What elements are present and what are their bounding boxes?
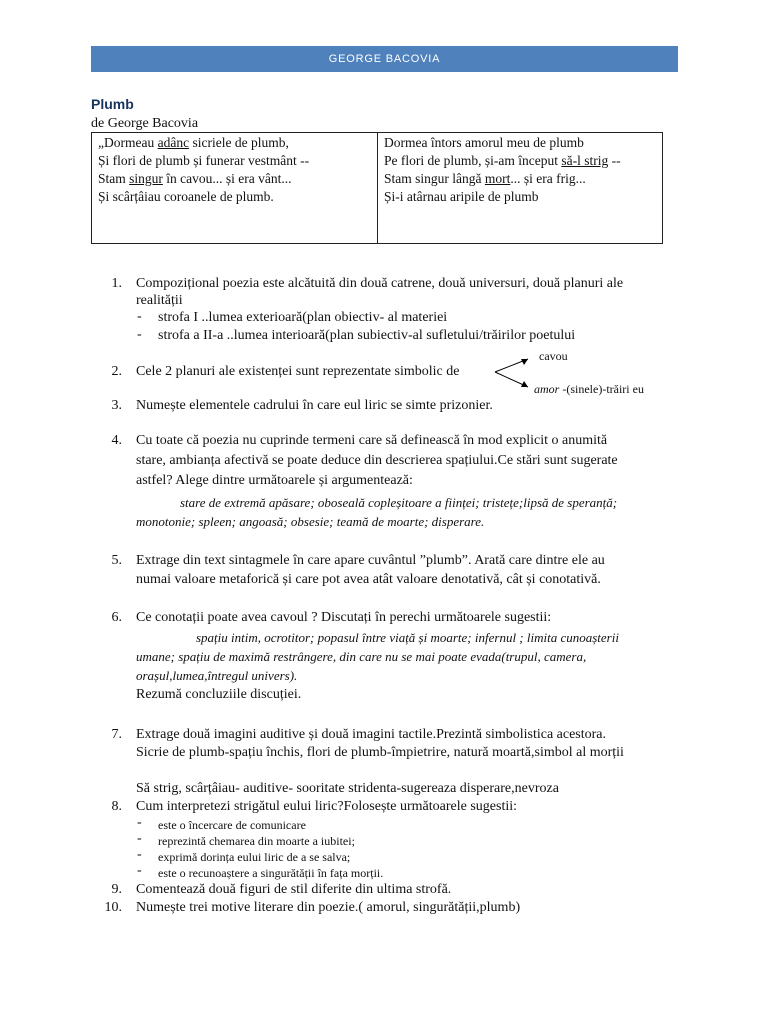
text: sicriele de plumb, [189, 135, 289, 150]
bullet-dash: - [137, 327, 142, 342]
q5-line2: numai valoare metaforică și care pot avea atât valoare denotativă, cât și conotativă. [136, 572, 601, 587]
text: în cavou... și era vânt... [162, 171, 292, 186]
q5-number: 5. [111, 553, 122, 568]
stanza1-line1 [98, 134, 371, 152]
q8-text: Cum interpretezi strigătul eului liric?Folosește următoarele sugestii: [136, 799, 518, 814]
q4-number: 4. [111, 433, 122, 448]
arrows-icon [490, 355, 540, 395]
text: -- [608, 153, 621, 168]
q1-bullet1: strofa I ..lumea exterioară(plan obiectiv- al materiei [158, 310, 448, 325]
q8-bullet3: exprimă dorința eului liric de a se salva; [158, 850, 351, 864]
stanza-2 [377, 133, 662, 243]
poem-author: de George Bacovia [91, 116, 199, 131]
header-bar [91, 46, 678, 72]
bullet-dash: - [137, 831, 142, 846]
q10-text: Numește trei motive literare din poezie.( amorul, singurătății,plumb) [136, 900, 521, 915]
bullet-dash: - [137, 309, 142, 324]
text: Pe flori de plumb, și-am început [384, 153, 562, 168]
q7-line3: Să strig, scârțâiau- auditive- sooritate stridenta-sugereaza disperare,nevroza [136, 781, 559, 796]
stanza2-line2 [384, 152, 656, 170]
text: Stam singur lângă [384, 171, 485, 186]
q6-number: 6. [111, 610, 122, 625]
q9-text: Comentează două figuri de stil diferite din ultima strofă. [136, 882, 452, 897]
q9-number: 9. [111, 882, 122, 897]
q7-line2: Sicrie de plumb-spațiu închis, flori de plumb-împietrire, natură moartă,simbol al morții [136, 745, 624, 760]
bullet-dash: - [137, 815, 142, 830]
q2-text: Cele 2 planuri ale existenței sunt reprezentate simbolic de [136, 364, 460, 379]
header-title: GEORGE BACOVIA [328, 53, 441, 65]
stanza1-line3 [98, 170, 371, 188]
poem-title: Plumb [91, 96, 134, 112]
q6-line4: orașul,lumea,întregul univers). [136, 668, 298, 683]
stanza2-line1: Dormea întors amorul meu de plumb [384, 135, 584, 150]
text: ... și era frig... [510, 171, 586, 186]
q6-line2: spațiu intim, ocrotitor; popasul între viață și moarte; infernul ; limita cunoașterii [196, 630, 619, 645]
underlined-word: să-l strig [561, 153, 609, 168]
bullet-dash: - [137, 863, 142, 878]
amor-word: amor [534, 382, 560, 396]
q1-bullet2: strofa a II-a ..lumea interioară(plan subiectiv-al sufletului/trăirilor poetului [158, 328, 576, 343]
q7-line1: Extrage două imagini auditive și două imagini tactile.Prezintă simbolistica acestora. [136, 727, 607, 742]
q1-line1: Compozițional poezia este alcătuită din două catrene, două universuri, două planuri ale [136, 276, 624, 291]
stanza-1 [92, 133, 377, 243]
bullet-dash: - [137, 847, 142, 862]
q4-line5: monotonie; spleen; angoasă; obsesie; teamă de moarte; disperare. [136, 514, 485, 529]
q10-number: 10. [104, 900, 122, 915]
q6-line3: umane; spațiu de maximă restrângere, din care nu se mai poate evada(trupul, camera, [136, 649, 587, 664]
q1-number: 1. [111, 276, 122, 291]
q3-text: Numește elementele cadrului în care eul liric se simte prizonier. [136, 398, 493, 413]
q8-bullet4: este o recunoaștere a singurătății în fața morții. [158, 866, 384, 880]
q8-bullet1: este o încercare de comunicare [158, 818, 306, 832]
q4-line1: Cu toate că poezia nu cuprinde termeni care să definească în mod explicit o anumită [136, 433, 608, 448]
q6-line1: Ce conotații poate avea cavoul ? Discutați în perechi următoarele sugestii: [136, 610, 552, 625]
text: Stam [98, 171, 130, 186]
q4-line4: stare de extremă apăsare; oboseală copleșitoare a ființei; tristețe;lipsă de speranță; [180, 495, 618, 510]
underlined-word: mort [484, 171, 511, 186]
q2-cavou: cavou [539, 349, 568, 363]
q5-line1: Extrage din text sintagmele în care apare cuvântul ”plumb”. Arată care dintre ele au [136, 553, 605, 568]
stanza2-line3 [384, 170, 656, 188]
q6-line5: Rezumă concluziile discuției. [136, 687, 302, 702]
text: „Dormeau [98, 135, 158, 150]
q7-number: 7. [111, 727, 122, 742]
q4-line2: stare, ambianța afectivă se poate deduce din descrierea spațiului.Ce stări sunt sugerate [136, 453, 618, 468]
q1-line2: realității [136, 293, 183, 308]
underlined-word: singur [129, 171, 163, 186]
stanza1-line4: Și scârțâiau coroanele de plumb. [98, 189, 274, 204]
q2-amor [534, 380, 644, 398]
q8-bullet2: reprezintă chemarea din moarte a iubitei; [158, 834, 355, 848]
stanza1-line2: Și flori de plumb și funerar vestmânt -- [98, 153, 310, 168]
text: -(sinele)-trăiri eu [559, 382, 644, 396]
underlined-word: adânc [157, 135, 190, 150]
stanza2-line4: Și-i atârnau aripile de plumb [384, 189, 539, 204]
poem-table [91, 132, 663, 244]
q4-line3: astfel? Alege dintre următoarele și argumentează: [136, 473, 413, 488]
q8-number: 8. [111, 799, 122, 814]
q3-number: 3. [111, 398, 122, 413]
q2-number: 2. [111, 364, 122, 379]
